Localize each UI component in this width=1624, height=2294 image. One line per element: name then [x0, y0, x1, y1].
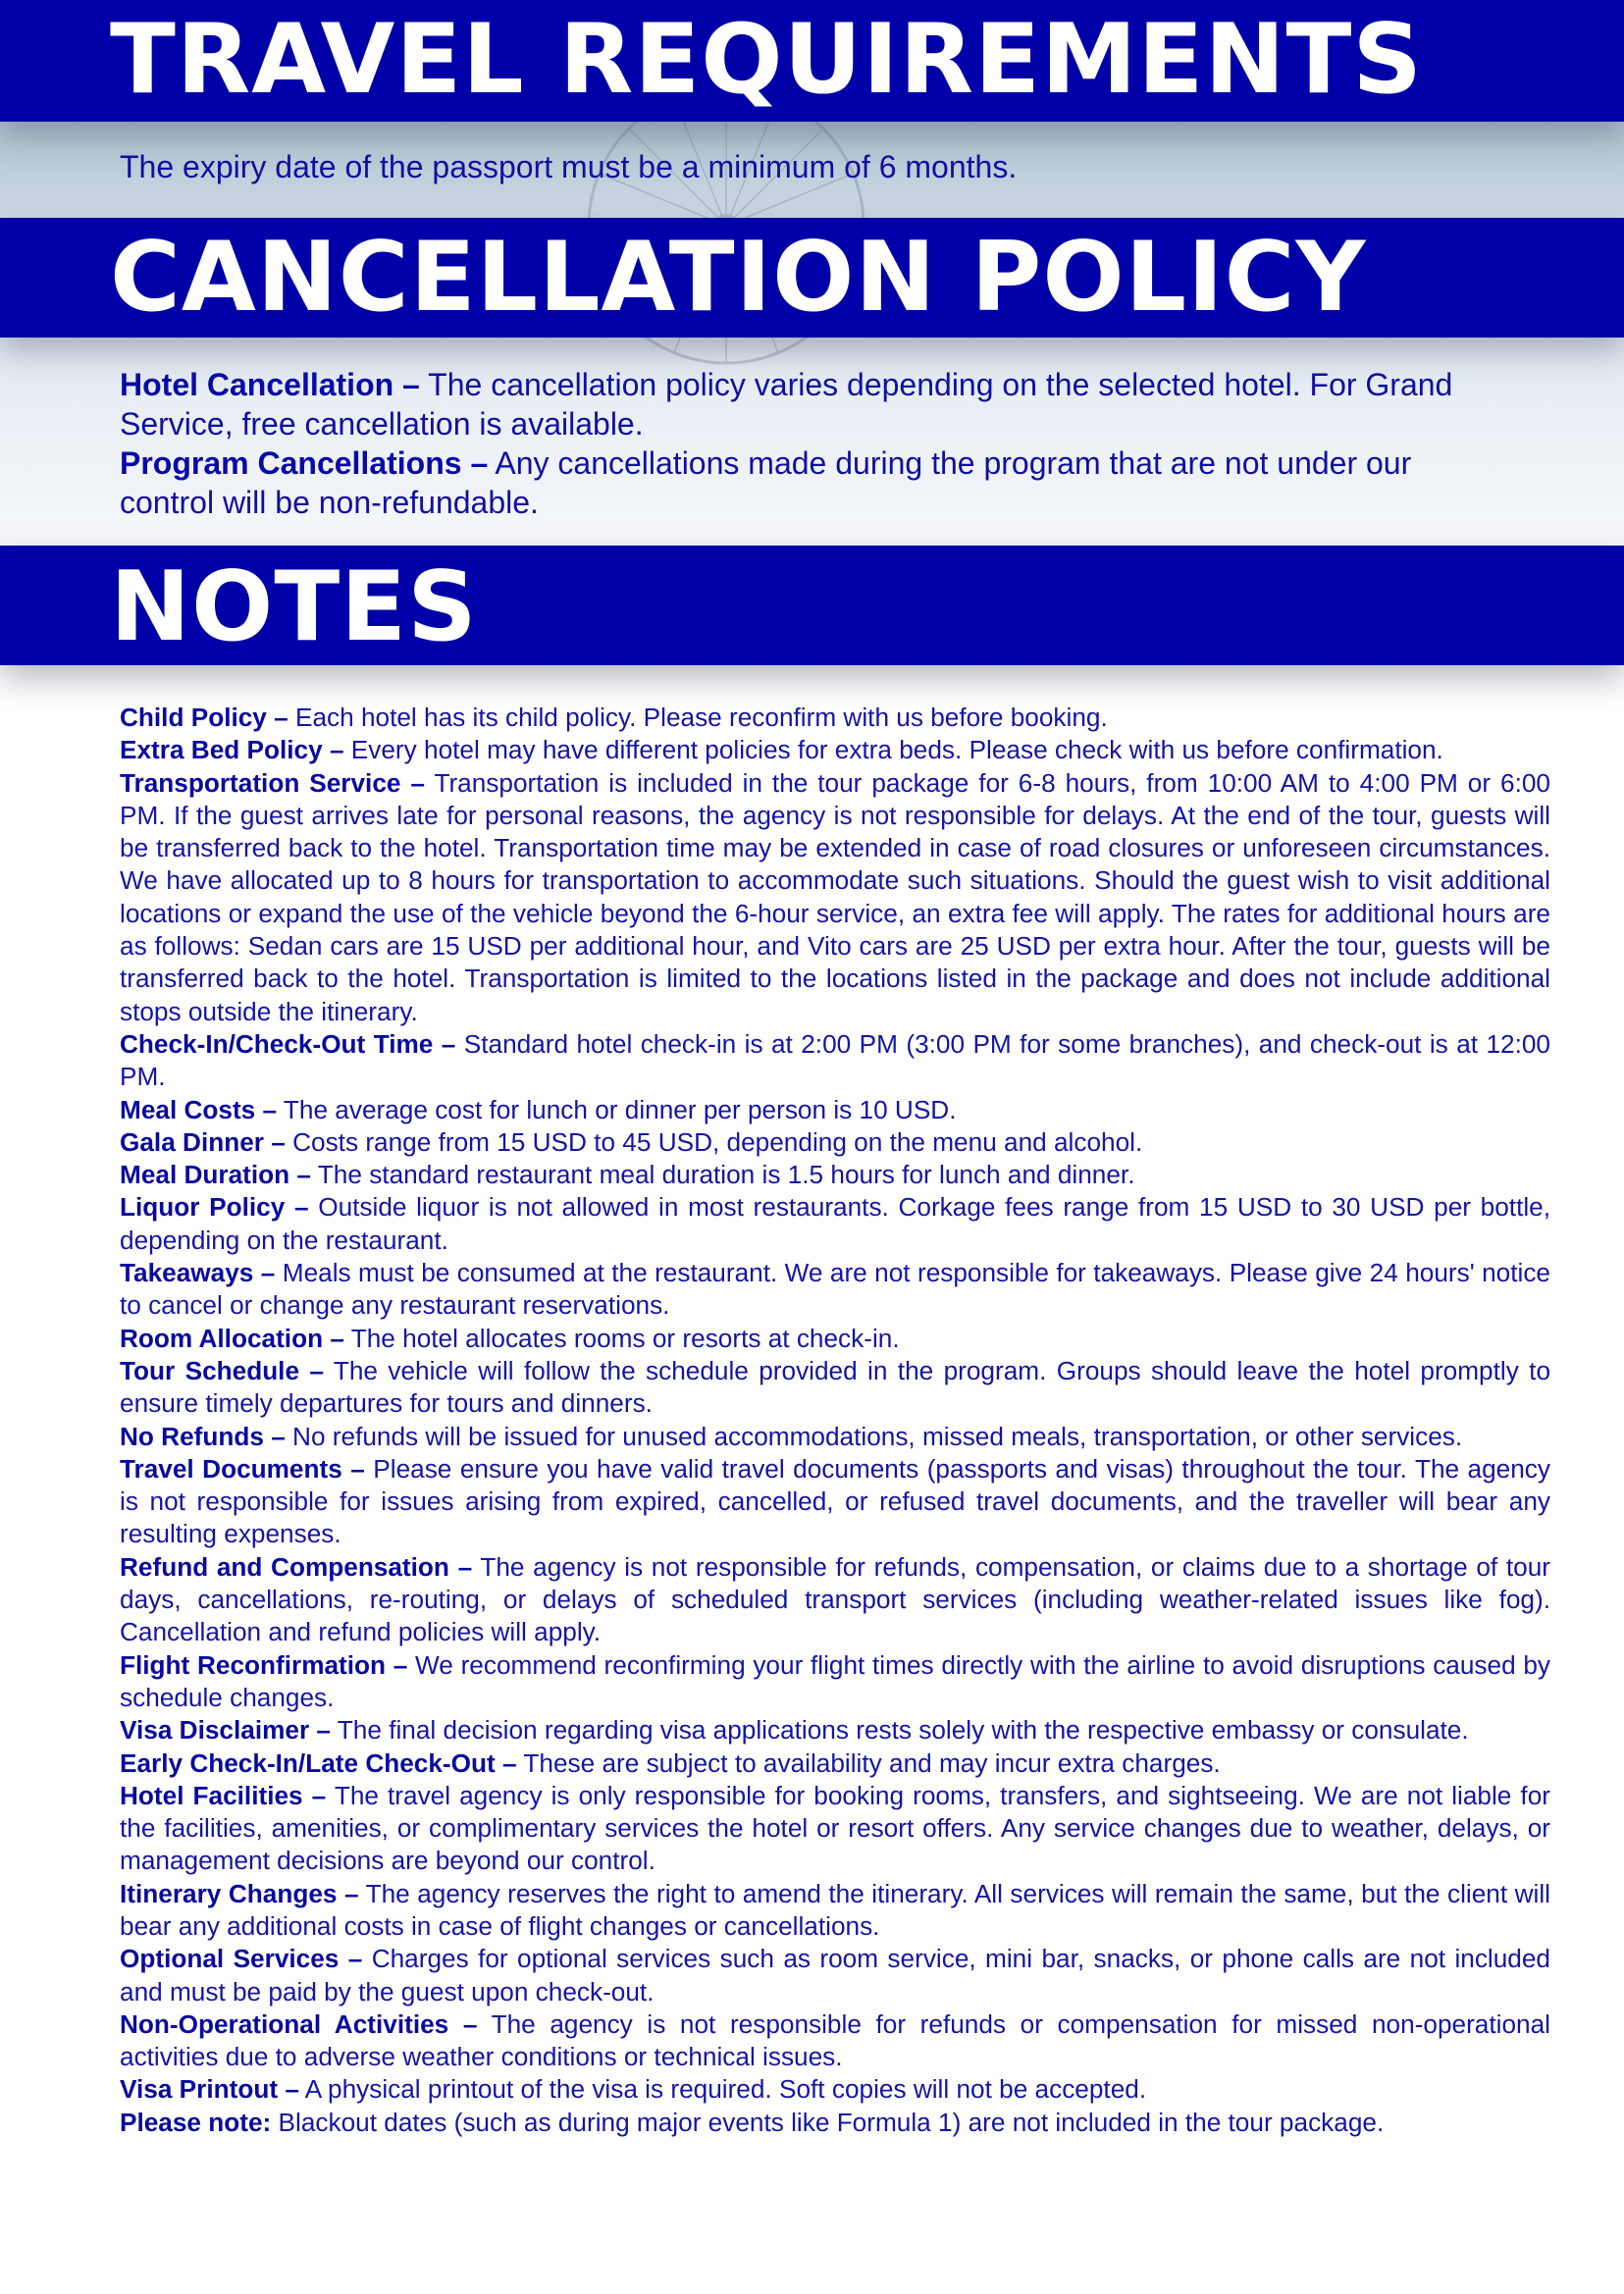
note-term: Early Check-In/Late Check-Out –	[120, 1747, 517, 1778]
notes-header	[0, 546, 1624, 665]
note-item	[120, 1453, 1550, 1551]
cancellation-item	[120, 443, 1513, 522]
note-text: These are subject to availability and may incur extra charges.	[516, 1747, 1221, 1778]
note-item	[120, 1747, 1550, 1780]
cancellation-policy-header	[0, 218, 1624, 338]
note-term: Visa Disclaimer –	[120, 1715, 331, 1746]
note-item	[120, 2073, 1550, 2106]
note-item	[120, 1126, 1550, 1159]
note-term: No Refunds –	[120, 1421, 286, 1451]
note-item	[120, 1094, 1550, 1126]
note-term: Extra Bed Policy –	[120, 735, 344, 765]
note-term: Flight Reconfirmation –	[120, 1649, 408, 1680]
note-item	[120, 734, 1550, 766]
travel-requirements-header	[0, 0, 1624, 122]
note-item	[120, 1649, 1550, 1715]
note-item	[120, 1878, 1550, 1944]
note-item	[120, 2107, 1550, 2139]
note-text: The hotel allocates rooms or resorts at check-in.	[343, 1323, 900, 1353]
note-item	[120, 1714, 1550, 1747]
note-text: Every hotel may have different policies for extra beds. Please check with us before confirmation.	[343, 735, 1443, 765]
note-item	[120, 1159, 1550, 1191]
travel-requirements-title: TRAVEL REQUIREMENTS	[110, 4, 1423, 116]
note-term: Gala Dinner –	[120, 1126, 286, 1157]
note-item	[120, 1551, 1550, 1649]
note-text: A physical printout of the visa is required. Soft copies will not be accepted.	[298, 2074, 1147, 2105]
note-text: The average cost for lunch or dinner per person is 10 USD.	[277, 1094, 957, 1124]
note-term: Hotel Facilities –	[120, 1780, 327, 1810]
note-term: Please note:	[120, 2107, 272, 2137]
note-text: Transportation is included in the tour package for 6-8 hours, from 10:00 AM to 4:00 PM or 6:00 PM. If the guest arrives late for personal reasons, the agency is not responsible for delays. At the end of the tour, guests will be transferred back to the hotel. Transportation time may be extended in case of road closures or unforeseen circumstances. We have allocated up to 8 hours for transportation to accommodate such situations. Should the guest wish to visit additional locations or expand the use of the vehicle beyond the 6-hour service, an extra fee will apply. The rates for additional hours are as follows: Sedan cars are 15 USD per additional hour, and Vito cars are 25 USD per extra hour. After the tour, guests will be transferred back to the hotel. Transportation is limited to the locations listed in the package and does not include additional stops outside the itinerary.	[120, 767, 1550, 1026]
note-text: Each hotel has its child policy. Please reconfirm with us before booking.	[288, 703, 1108, 732]
note-term: Child Policy –	[120, 703, 288, 732]
note-term: Meal Duration –	[120, 1160, 311, 1190]
note-item	[120, 767, 1550, 1028]
cancellation-policy-title: CANCELLATION POLICY	[110, 222, 1367, 334]
note-text: Standard hotel check-in is at 2:00 PM (3:00 PM for some branches), and check-out is at 12:00 PM.	[120, 1028, 1550, 1092]
note-item	[120, 1421, 1550, 1453]
note-item	[120, 1355, 1550, 1421]
note-text: No refunds will be issued for unused accommodations, missed meals, transportation, or other services.	[285, 1421, 1463, 1451]
note-text: The agency is not responsible for refunds, compensation, or claims due to a shortage of tour days, cancellations, re-routing, or delays of scheduled transport services (including weather-related issues like fog). Cancellation and refund policies will apply.	[120, 1551, 1550, 1647]
note-text: Blackout dates (such as during major events like Formula 1) are not included in the tour package.	[271, 2107, 1385, 2137]
notes-list	[120, 702, 1550, 2139]
note-text: We recommend reconfirming your flight times directly with the airline to avoid disruptions caused by schedule changes.	[120, 1649, 1551, 1712]
note-term: Travel Documents –	[120, 1453, 365, 1484]
note-item	[120, 1191, 1550, 1257]
note-text: The agency is not responsible for refunds or compensation for missed non-operational activities due to adverse weather conditions or technical issues.	[120, 2008, 1550, 2072]
note-item	[120, 2008, 1550, 2074]
note-term: Visa Printout –	[120, 2074, 299, 2105]
note-item	[120, 1323, 1550, 1355]
note-item	[120, 702, 1550, 734]
note-term: Liquor Policy –	[120, 1192, 309, 1223]
note-text: Outside liquor is not allowed in most restaurants. Corkage fees range from 15 USD to 30 USD per bottle, depending on the restaurant.	[120, 1192, 1551, 1255]
note-text: The travel agency is only responsible for booking rooms, transfers, and sightseeing. We are not liable for the facilities, amenities, or complimentary services the hotel or resort offers. Any service changes due to weather, delays, or management decisions are beyond our control.	[120, 1780, 1550, 1876]
note-term: Check-In/Check-Out Time –	[120, 1028, 456, 1059]
note-term: Refund and Compensation –	[120, 1551, 473, 1582]
note-term: Tour Schedule –	[120, 1355, 324, 1385]
cancellation-policy-body	[120, 365, 1513, 522]
cancellation-item	[120, 365, 1513, 443]
note-text: Meals must be consumed at the restaurant. We are not responsible for takeaways. Please give 24 hours' notice to cancel or change any restaurant reservations.	[120, 1258, 1551, 1321]
note-text: Costs range from 15 USD to 45 USD, depending on the menu and alcohol.	[285, 1126, 1143, 1157]
note-item	[120, 1257, 1550, 1323]
note-text: The agency reserves the right to amend the itinerary. All services will remain the same, but the client will bear any additional costs in case of flight changes or cancellations.	[120, 1878, 1550, 1941]
note-item	[120, 1028, 1550, 1094]
note-term: Optional Services –	[120, 1944, 363, 1974]
note-term: Takeaways –	[120, 1258, 276, 1288]
note-item	[120, 1780, 1550, 1878]
note-term: Non-Operational Activities –	[120, 2008, 478, 2039]
travel-requirements-text: The expiry date of the passport must be a minimum of 6 months.	[120, 149, 1018, 184]
note-text: Charges for optional services such as room service, mini bar, snacks, or phone calls are not included and must be paid by the guest upon check-out.	[120, 1944, 1550, 2007]
note-text: The vehicle will follow the schedule provided in the program. Groups should leave the hotel promptly to ensure timely departures for tours and dinners.	[120, 1355, 1551, 1419]
note-term: Meal Costs –	[120, 1094, 278, 1124]
note-term: Room Allocation –	[120, 1323, 344, 1353]
note-text: The standard restaurant meal duration is 1.5 hours for lunch and dinner.	[311, 1160, 1135, 1190]
cancellation-item-text: Any cancellations made during the program that are not under our control will be non-refundable.	[120, 445, 1412, 520]
note-text: The final decision regarding visa applications rests solely with the respective embassy or consulate.	[331, 1715, 1469, 1746]
note-term: Itinerary Changes –	[120, 1878, 359, 1908]
cancellation-item-term: Hotel Cancellation –	[120, 367, 420, 402]
note-item	[120, 1943, 1550, 2008]
notes-title: NOTES	[110, 551, 478, 663]
cancellation-item-text: The cancellation policy varies depending on the selected hotel. For Grand Service, free cancellation is available.	[120, 367, 1453, 442]
note-term: Transportation Service –	[120, 767, 425, 798]
note-text: Please ensure you have valid travel documents (passports and visas) throughout the tour. The agency is not responsible for issues arising from expired, cancelled, or refused travel documents, and the traveller will bear any resulting expenses.	[120, 1453, 1550, 1549]
cancellation-item-term: Program Cancellations –	[120, 445, 489, 481]
